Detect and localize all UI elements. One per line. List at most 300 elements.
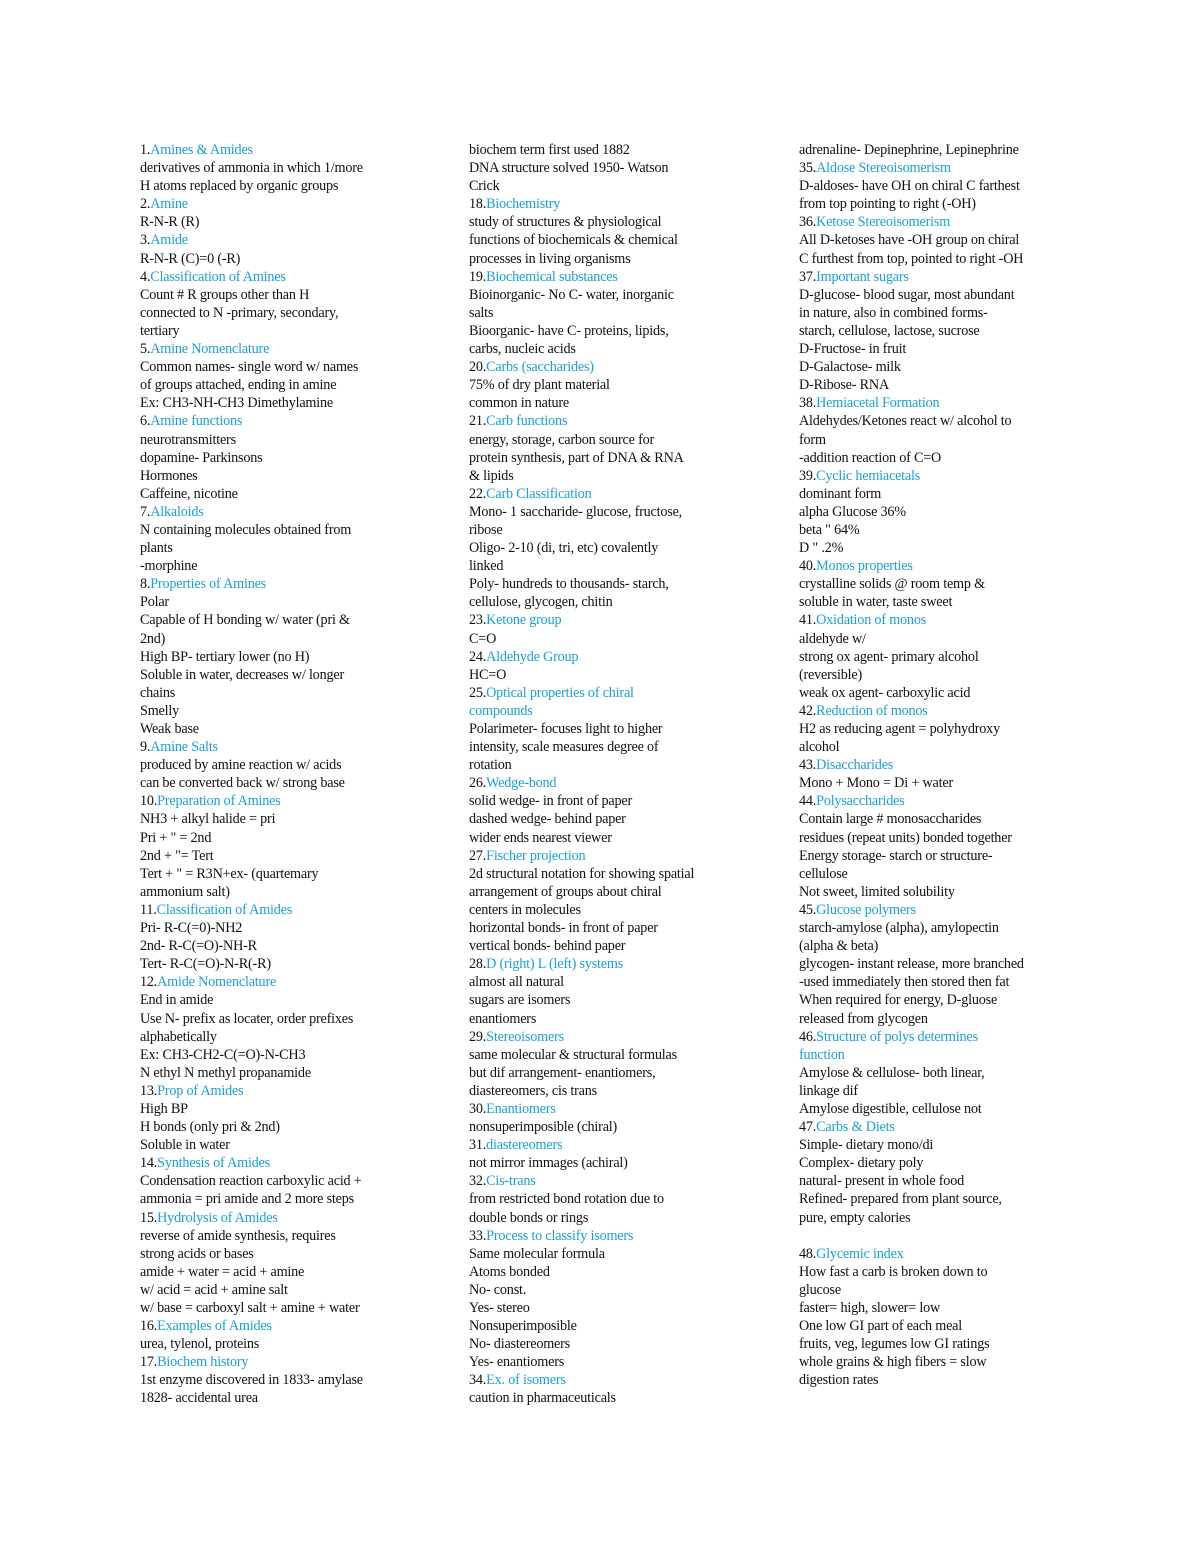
note-line: functions of biochemicals & chemical: [469, 232, 678, 249]
section-number: 17.: [140, 1354, 158, 1371]
note-line: nonsuperimposible (chiral): [469, 1119, 618, 1136]
section-title: Classification of Amines: [150, 268, 286, 285]
section-title: Glucose polymers: [816, 901, 916, 918]
note-line: Aldehydes/Ketones react w/ alcohol to: [799, 413, 1012, 430]
section-heading: [799, 1028, 1061, 1046]
note-line: Amylose & cellulose- both linear,: [799, 1064, 985, 1081]
section-heading: [799, 702, 1061, 720]
note-line: centers in molecules: [469, 901, 581, 918]
note-line: sugars are isomers: [469, 992, 571, 1009]
note-line: can be converted back w/ strong base: [140, 775, 345, 792]
note-line: reverse of amide synthesis, requires: [140, 1227, 336, 1244]
note-line: Capable of H bonding w/ water (pri &: [140, 612, 350, 629]
section-heading: [469, 611, 769, 629]
note-line: Caffeine, nicotine: [140, 485, 238, 502]
note-line: enantiomers: [469, 1010, 537, 1027]
section-number: 10.: [140, 793, 158, 810]
section-number: 33.: [469, 1227, 487, 1244]
section-number: 36.: [799, 214, 817, 231]
note-line: Yes- stereo: [469, 1300, 530, 1316]
section-number: 44.: [799, 793, 817, 810]
section-number: 23.: [469, 612, 487, 629]
note-line: Polarimeter- focuses light to higher: [469, 721, 663, 737]
note-line: 1st enzyme discovered in 1833- amylase: [140, 1372, 363, 1389]
section-title: Wedge-bond: [486, 775, 557, 792]
note-line: Pri- R-C(=0)-NH2: [140, 920, 243, 937]
section-number: 2.: [140, 196, 151, 213]
section-title: Amine: [150, 196, 188, 213]
note-line: but dif arrangement- enantiomers,: [469, 1064, 656, 1081]
section-title: Amide Nomenclature: [157, 974, 277, 991]
section-heading: [469, 358, 769, 376]
section-heading: [140, 503, 440, 521]
section-heading: [469, 955, 769, 973]
section-title: Classification of Amides: [156, 901, 293, 918]
note-line: Soluble in water, decreases w/ longer: [140, 666, 344, 683]
note-line: derivatives of ammonia in which 1/more: [140, 160, 363, 177]
section-heading: [799, 792, 1061, 810]
note-line: R-N-R (C)=0 (-R): [140, 250, 241, 267]
section-number: 3.: [140, 232, 151, 249]
note-line: 75% of dry plant material: [469, 377, 610, 394]
note-line: carbs, nucleic acids: [469, 341, 576, 358]
note-line: Not sweet, limited solubility: [799, 883, 955, 900]
note-line: Mono- 1 saccharide- glucose, fructose,: [469, 503, 683, 520]
note-line: double bonds or rings: [469, 1209, 589, 1226]
section-heading: [799, 756, 1061, 774]
note-line: C=O: [469, 630, 497, 647]
section-title: Carb functions: [486, 413, 568, 430]
section-heading: [799, 557, 1061, 575]
note-line: Crick: [469, 178, 500, 195]
note-line: Bioorganic- have C- proteins, lipids,: [469, 322, 669, 339]
section-number: 26.: [469, 775, 487, 792]
note-line: ammonia = pri amide and 2 more steps: [140, 1191, 354, 1208]
note-line: common in nature: [469, 395, 570, 412]
section-heading: [469, 412, 769, 430]
note-line: w/ acid = acid + amine salt: [140, 1281, 288, 1298]
section-title: Amine functions: [150, 413, 243, 430]
section-title: Carbs & Diets: [816, 1119, 895, 1136]
note-line: ribose: [469, 521, 503, 538]
section-title: Biochemical substances: [486, 268, 618, 285]
section-heading: [469, 485, 769, 503]
section-title: Monos properties: [816, 558, 913, 575]
section-number: 32.: [469, 1173, 487, 1190]
note-line: salts: [469, 304, 494, 321]
section-heading: [469, 1227, 769, 1245]
section-number: 40.: [799, 558, 817, 575]
note-line: diastereomers, cis trans: [469, 1082, 597, 1099]
section-title: Amine Salts: [150, 739, 218, 756]
note-line: linked: [469, 558, 504, 575]
section-title: Process to classify isomers: [486, 1227, 634, 1244]
note-line: glucose: [799, 1281, 841, 1298]
section-number: 11.: [140, 901, 157, 918]
section-number: 48.: [799, 1245, 817, 1262]
section-title: Examples of Amides: [157, 1318, 272, 1335]
section-number: 13.: [140, 1082, 158, 1099]
section-title: Biochem history: [157, 1354, 249, 1371]
note-line: H2 as reducing agent = polyhydroxy: [799, 721, 1000, 737]
note-line: Common names- single word w/ names: [140, 359, 359, 376]
section-title: Hydrolysis of Amides: [157, 1209, 278, 1226]
section-title: Ketose Stereoisomerism: [816, 214, 951, 231]
section-number: 35.: [799, 160, 817, 177]
note-line: urea, tylenol, proteins: [140, 1336, 260, 1353]
note-line: D " .2%: [799, 540, 844, 557]
section-heading: [140, 412, 440, 430]
note-line: from top pointing to right (-OH): [799, 196, 976, 213]
section-number: 38.: [799, 395, 817, 412]
section-heading: [799, 394, 1061, 412]
note-line: Contain large # monosaccharides: [799, 811, 982, 828]
note-line: & lipids: [469, 467, 514, 484]
section-number: 12.: [140, 974, 158, 991]
section-heading: [469, 684, 769, 702]
note-line: N ethyl N methyl propanamide: [140, 1064, 311, 1081]
note-line: starch-amylose (alpha), amylopectin: [799, 920, 999, 937]
section-number: 18.: [469, 196, 487, 213]
section-number: 24.: [469, 648, 487, 665]
note-line: High BP- tertiary lower (no H): [140, 648, 310, 665]
note-line: in nature, also in combined forms-: [799, 304, 988, 321]
note-line: strong ox agent- primary alcohol: [799, 648, 979, 665]
section-number: 27.: [469, 847, 487, 864]
section-title: Aldehyde Group: [486, 648, 579, 665]
section-title: Oxidation of monos: [816, 612, 927, 629]
section-heading: [469, 847, 769, 865]
note-line: dominant form: [799, 485, 882, 502]
section-heading: [469, 648, 769, 666]
note-line: wider ends nearest viewer: [469, 829, 612, 846]
section-heading: [469, 268, 769, 286]
section-number: 41.: [799, 612, 817, 629]
note-line: neurotransmitters: [140, 431, 236, 448]
note-line: -morphine: [140, 558, 198, 575]
note-line: H bonds (only pri & 2nd): [140, 1119, 280, 1136]
note-line: Poly- hundreds to thousands- starch,: [469, 576, 669, 593]
note-line: study of structures & physiological: [469, 214, 662, 231]
section-number: 46.: [799, 1028, 817, 1045]
note-line: soluble in water, taste sweet: [799, 594, 953, 611]
section-title: Amide: [150, 232, 188, 249]
note-line: High BP: [140, 1100, 188, 1117]
section-heading: [469, 774, 769, 792]
note-line: fruits, veg, legumes low GI ratings: [799, 1336, 990, 1353]
note-line: dopamine- Parkinsons: [140, 449, 263, 466]
note-line: tertiary: [140, 322, 180, 339]
note-line: processes in living organisms: [469, 250, 631, 267]
section-title-continued: compounds: [469, 702, 533, 719]
section-title: Carb Classification: [486, 485, 592, 502]
section-number: 7.: [140, 503, 151, 520]
column-2: [469, 141, 769, 1408]
section-heading: [140, 575, 440, 593]
section-heading: [799, 268, 1061, 286]
note-line: cellulose: [799, 865, 848, 882]
section-title: Stereoisomers: [486, 1028, 564, 1045]
section-title: Disaccharides: [816, 757, 894, 774]
note-line: NH3 + alkyl halide = pri: [140, 811, 276, 828]
note-line: Tert + " = R3N+ex- (quartemary: [140, 865, 319, 882]
note-line: 1828- accidental urea: [140, 1390, 258, 1407]
section-heading: [469, 1371, 769, 1389]
note-line: Atoms bonded: [469, 1263, 550, 1280]
section-title: Biochemistry: [486, 196, 561, 213]
note-line: arrangement of groups about chiral: [469, 883, 662, 900]
note-line: w/ base = carboxyl salt + amine + water: [140, 1300, 360, 1316]
section-title: D (right) L (left) systems: [486, 956, 624, 973]
note-line: Amylose digestible, cellulose not: [799, 1100, 982, 1117]
note-line: 2nd): [140, 630, 166, 647]
section-heading: [140, 1317, 440, 1335]
note-line: released from glycogen: [799, 1010, 928, 1027]
note-line: faster= high, slower= low: [799, 1299, 941, 1316]
section-number: 4.: [140, 268, 151, 285]
section-number: 15.: [140, 1209, 158, 1226]
note-line: same molecular & structural formulas: [469, 1046, 677, 1063]
section-heading: [469, 1136, 769, 1154]
section-title: Hemiacetal Formation: [816, 395, 940, 412]
section-heading: [469, 1172, 769, 1190]
note-line: -addition reaction of C=O: [799, 449, 942, 466]
note-line: Pri + " = 2nd: [140, 829, 212, 846]
note-line: starch, cellulose, lactose, sucrose: [799, 322, 980, 339]
note-line: Smelly: [140, 702, 180, 719]
section-heading: [799, 467, 1061, 485]
note-line: form: [799, 431, 826, 448]
section-number: 6.: [140, 413, 151, 430]
section-number: 29.: [469, 1028, 487, 1045]
note-line: D-Ribose- RNA: [799, 377, 890, 394]
section-number: 16.: [140, 1318, 158, 1335]
section-title-continued: function: [799, 1046, 845, 1063]
note-line: from restricted bond rotation due to: [469, 1191, 664, 1208]
section-title: Polysaccharides: [816, 793, 905, 810]
note-line: connected to N -primary, secondary,: [140, 304, 339, 321]
section-title: Reduction of monos: [816, 702, 928, 719]
note-line: Polar: [140, 594, 169, 611]
note-line: Refined- prepared from plant source,: [799, 1191, 1002, 1208]
section-heading: [140, 1082, 440, 1100]
section-number: 47.: [799, 1119, 817, 1136]
note-line: residues (repeat units) bonded together: [799, 829, 1012, 846]
section-heading: [140, 340, 440, 358]
note-line: aldehyde w/: [799, 630, 866, 647]
note-line: not mirror immages (achiral): [469, 1155, 628, 1172]
note-line: adrenaline- Depinephrine, Lepinephrine: [799, 142, 1019, 158]
section-title: Optical properties of chiral: [486, 684, 634, 701]
note-line: biochem term first used 1882: [469, 142, 630, 158]
note-line: intensity, scale measures degree of: [469, 739, 659, 756]
section-title: Carbs (saccharides): [486, 359, 594, 376]
note-line: Energy storage- starch or structure-: [799, 847, 993, 864]
section-heading: [140, 268, 440, 286]
note-line: Ex: CH3-CH2-C(=O)-N-CH3: [140, 1046, 306, 1063]
section-heading: [140, 1209, 440, 1227]
section-title: Properties of Amines: [150, 576, 267, 593]
section-heading: [140, 141, 440, 159]
column-3: [799, 141, 1061, 1389]
note-line: When required for energy, D-gluose: [799, 992, 998, 1009]
section-number: 43.: [799, 757, 817, 774]
section-number: 28.: [469, 956, 487, 973]
note-line: N containing molecules obtained from: [140, 521, 352, 538]
note-line: (reversible): [799, 666, 862, 683]
section-title: Cyclic hemiacetals: [816, 467, 921, 484]
note-line: beta " 64%: [799, 521, 860, 538]
note-line: natural- present in whole food: [799, 1173, 964, 1190]
section-number: 31.: [469, 1137, 487, 1154]
note-line: digestion rates: [799, 1372, 879, 1389]
note-line: Weak base: [140, 721, 199, 737]
section-heading: [140, 901, 440, 919]
section-heading: [799, 901, 1061, 919]
section-heading: [469, 1100, 769, 1118]
note-line: Condensation reaction carboxylic acid +: [140, 1173, 362, 1190]
section-title: Cis-trans: [486, 1173, 536, 1190]
note-line: whole grains & high fibers = slow: [799, 1354, 987, 1371]
note-line: protein synthesis, part of DNA & RNA: [469, 449, 684, 466]
note-line: weak ox agent- carboxylic acid: [799, 684, 971, 701]
note-line: All D-ketoses have -OH group on chiral: [799, 232, 1020, 249]
section-number: 20.: [469, 359, 487, 376]
note-line: solid wedge- in front of paper: [469, 793, 633, 810]
note-line: C furthest from top, pointed to right -OH: [799, 250, 1024, 267]
note-line: Same molecular formula: [469, 1245, 605, 1262]
note-line: No- const.: [469, 1281, 527, 1298]
section-title: Amine Nomenclature: [150, 341, 270, 358]
note-line: almost all natural: [469, 974, 564, 991]
note-line: alpha Glucose 36%: [799, 503, 906, 520]
note-line: Tert- R-C(=O)-N-R(-R): [140, 956, 271, 973]
note-line: alcohol: [799, 739, 840, 756]
section-number: 37.: [799, 268, 817, 285]
note-line: 2nd + "= Tert: [140, 847, 214, 864]
section-heading: [799, 213, 1061, 231]
note-line: crystalline solids @ room temp &: [799, 576, 985, 593]
note-line: glycogen- instant release, more branched: [799, 956, 1024, 973]
section-heading: [140, 738, 440, 756]
note-line: D-Fructose- in fruit: [799, 341, 907, 358]
note-line: strong acids or bases: [140, 1245, 254, 1262]
note-line: Use N- prefix as locater, order prefixes: [140, 1010, 354, 1027]
section-heading: [140, 792, 440, 810]
note-line: produced by amine reaction w/ acids: [140, 757, 342, 774]
note-line: 2d structural notation for showing spatial: [469, 865, 695, 882]
section-number: 5.: [140, 341, 151, 358]
note-line: linkage dif: [799, 1082, 858, 1099]
note-line: Simple- dietary mono/di: [799, 1137, 934, 1154]
section-title: Structure of polys determines: [816, 1028, 978, 1045]
note-line: rotation: [469, 757, 512, 774]
section-number: 8.: [140, 576, 151, 593]
section-heading: [799, 159, 1061, 177]
section-title: Ketone group: [486, 612, 562, 629]
note-line: cellulose, glycogen, chitin: [469, 594, 613, 611]
section-title: Synthesis of Amides: [157, 1155, 270, 1172]
section-heading: [140, 973, 440, 991]
note-line: alphabetically: [140, 1028, 217, 1045]
note-line: Nonsuperimposible: [469, 1318, 577, 1335]
section-title: Prop of Amides: [157, 1082, 244, 1099]
note-line: ammonium salt): [140, 883, 230, 900]
section-title: diastereomers: [486, 1137, 563, 1154]
note-line: horizontal bonds- in front of paper: [469, 920, 658, 937]
section-number: 14.: [140, 1155, 158, 1172]
note-line: No- diastereomers: [469, 1336, 570, 1353]
note-line: End in amide: [140, 992, 214, 1009]
section-heading: [469, 195, 769, 213]
section-number: 45.: [799, 901, 817, 918]
note-line: How fast a carb is broken down to: [799, 1263, 988, 1280]
section-heading: [799, 1245, 1061, 1263]
section-heading: [469, 1028, 769, 1046]
note-line: Hormones: [140, 467, 198, 484]
note-line: H atoms replaced by organic groups: [140, 178, 339, 195]
note-line: Complex- dietary poly: [799, 1155, 924, 1172]
section-title: Glycemic index: [816, 1245, 904, 1262]
note-line: Soluble in water: [140, 1137, 230, 1154]
note-line: One low GI part of each meal: [799, 1318, 963, 1334]
note-line: 2nd- R-C(=O)-NH-R: [140, 938, 257, 955]
note-line: plants: [140, 540, 173, 557]
note-line: chains: [140, 684, 176, 701]
note-line: amide + water = acid + amine: [140, 1263, 305, 1280]
section-number: 19.: [469, 268, 487, 285]
note-line: DNA structure solved 1950- Watson: [469, 160, 669, 177]
section-number: 25.: [469, 684, 487, 701]
note-line: (alpha & beta): [799, 938, 879, 955]
note-line: vertical bonds- behind paper: [469, 938, 626, 955]
note-line: Ex: CH3-NH-CH3 Dimethylamine: [140, 395, 333, 412]
note-line: D-Galactose- milk: [799, 359, 901, 376]
note-line: dashed wedge- behind paper: [469, 811, 626, 828]
section-number: 42.: [799, 702, 817, 719]
section-heading: [799, 1118, 1061, 1136]
note-line: -used immediately then stored then fat: [799, 974, 1010, 991]
note-line: caution in pharmaceuticals: [469, 1390, 616, 1407]
section-number: 21.: [469, 413, 487, 430]
note-line: Count # R groups other than H: [140, 286, 310, 303]
section-title: Ex. of isomers: [486, 1372, 566, 1389]
section-heading: [140, 195, 440, 213]
section-title: Alkaloids: [150, 503, 204, 520]
note-line: R-N-R (R): [140, 214, 200, 231]
note-line: of groups attached, ending in amine: [140, 377, 337, 394]
section-number: 30.: [469, 1100, 487, 1117]
note-line: Mono + Mono = Di + water: [799, 775, 953, 792]
section-heading: [140, 1353, 440, 1371]
section-heading: [140, 231, 440, 249]
note-line: Oligo- 2-10 (di, tri, etc) covalently: [469, 540, 659, 557]
note-line: D-glucose- blood sugar, most abundant: [799, 286, 1015, 303]
section-heading: [799, 611, 1061, 629]
section-title: Important sugars: [816, 268, 909, 285]
section-title: Fischer projection: [486, 847, 586, 864]
note-line: energy, storage, carbon source for: [469, 431, 655, 448]
section-heading: [140, 1154, 440, 1172]
note-line: Yes- enantiomers: [469, 1354, 565, 1371]
note-line: pure, empty calories: [799, 1209, 911, 1226]
section-number: 39.: [799, 467, 817, 484]
blank-line: [799, 1227, 1061, 1245]
section-number: 9.: [140, 739, 151, 756]
note-line: HC=O: [469, 666, 507, 683]
section-number: 34.: [469, 1372, 487, 1389]
section-title: Preparation of Amines: [157, 793, 281, 810]
